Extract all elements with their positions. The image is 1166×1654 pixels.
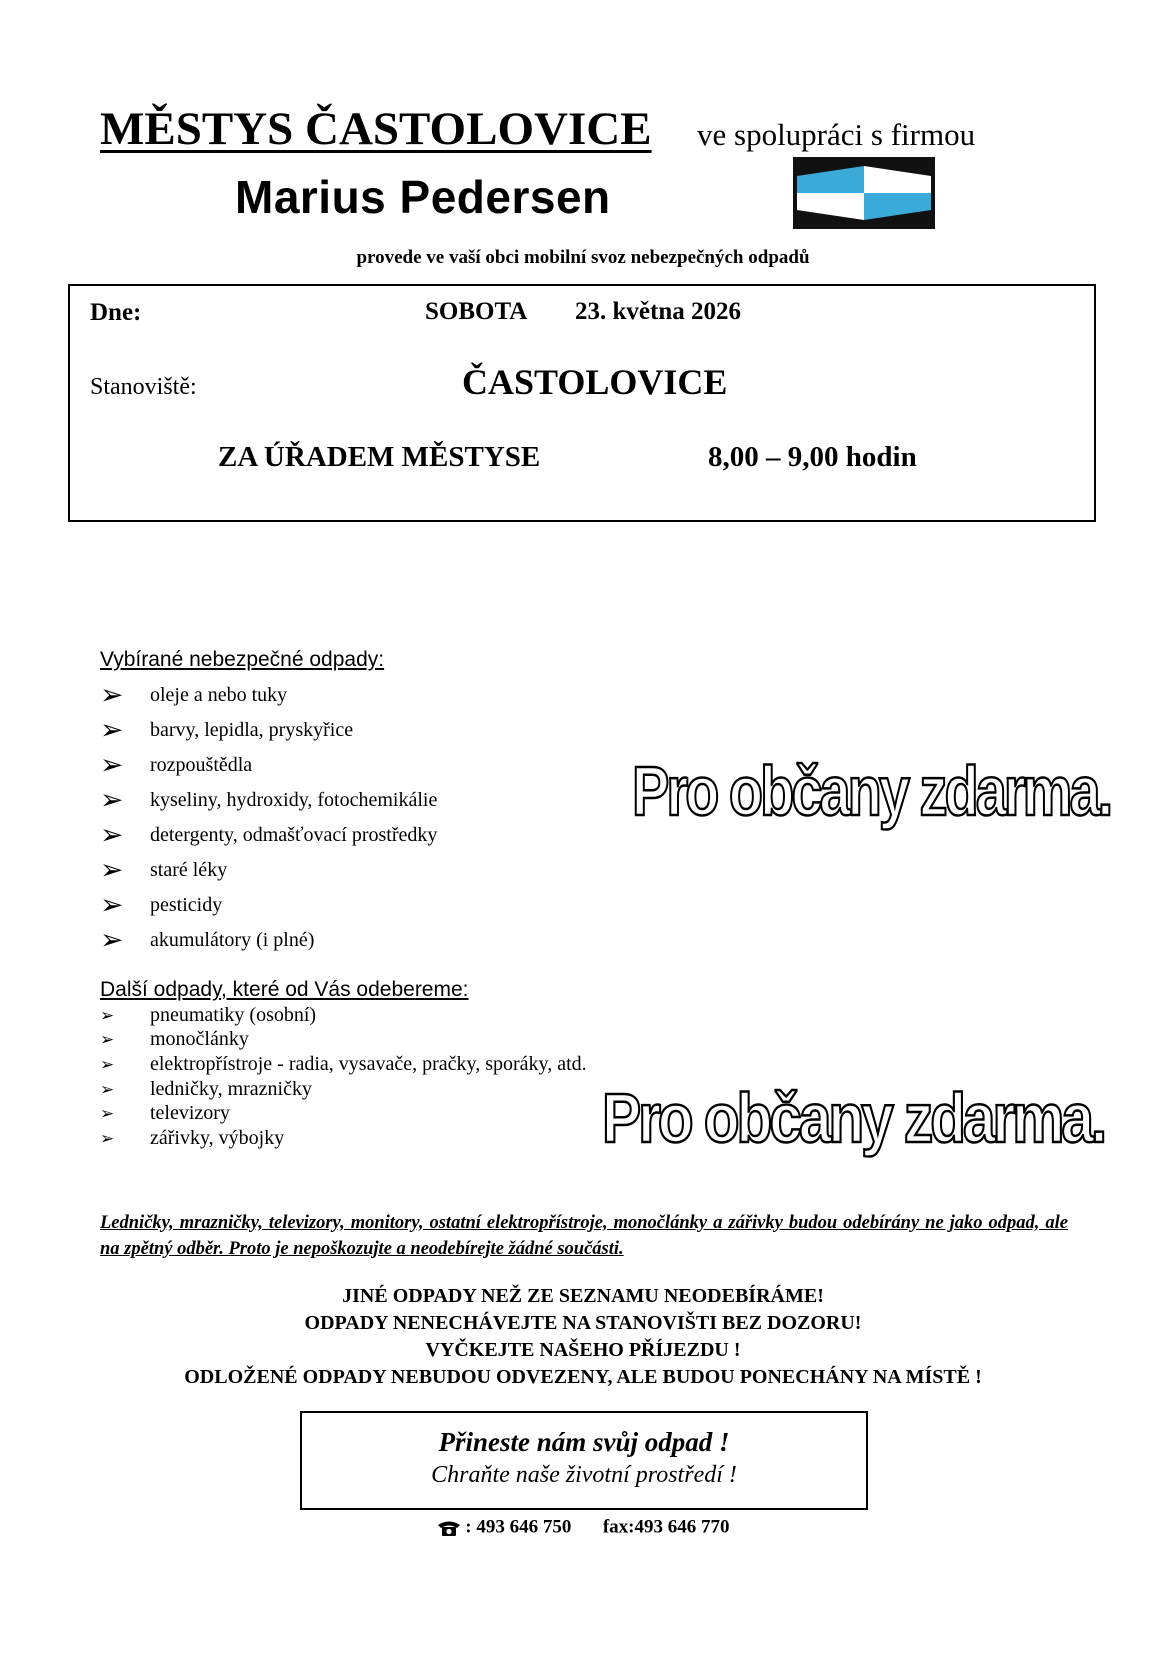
header-town-name: MĚSTYS ČASTOLOVICE [100,103,652,155]
list-item-label: ledničky, mrazničky [150,1077,312,1100]
arrow-bullet-icon: ➢ [100,924,124,956]
location-time: 8,00 – 9,00 hodin [708,441,917,473]
list-item [100,888,437,923]
arrow-bullet-icon: ➢ [100,1079,115,1099]
warnings-block [0,1283,1166,1391]
warning-line: ODPADY NENECHÁVEJTE NA STANOVIŠTI BEZ DOZORU! [304,1312,862,1334]
list-item [100,748,437,783]
phone-icon [437,1517,466,1538]
arrow-bullet-icon: ➢ [100,784,124,816]
list-item [100,713,437,748]
slogan-line-1: Přineste nám svůj odpad ! [438,1427,730,1457]
take-back-notice: Ledničky, mrazničky, televizory, monitory, ostatní elektropřístroje, monočlánky a zářivky budou odebírány ne jako odpad, ale na zpětný odběr. Proto je nepoškozujte a neodebírejte žádné součásti. [100,1213,1068,1259]
warning-line: JINÉ ODPADY NEŽ ZE SEZNAMU NEODEBÍRÁME! [342,1285,824,1307]
free-for-citizens-label: Pro občany zdarma. [632,751,1111,830]
company-logo [793,157,935,229]
list-item-label: kyseliny, hydroxidy, fotochemikálie [150,789,438,811]
list-item [100,1028,587,1053]
list-item [100,923,437,958]
list-item [100,678,437,713]
list-item [100,853,437,888]
slogan-box [300,1411,868,1510]
arrow-bullet-icon: ➢ [100,819,124,851]
free-for-citizens-label: Pro občany zdarma. [602,1078,1105,1157]
list-item-label: elektropřístroje - radia, vysavače, pračky, sporáky, atd. [150,1052,587,1075]
arrow-bullet-icon: ➢ [100,1104,115,1124]
company-name: Marius Pedersen [235,171,611,223]
list-item-label: zářivky, výbojky [150,1126,285,1149]
other-waste-heading: Další odpady, které od Vás odebereme: [100,978,469,1001]
hazardous-waste-heading: Vybírané nebezpečné odpady: [100,648,385,671]
arrow-bullet-icon: ➢ [100,854,124,886]
list-item-label: pesticidy [150,894,223,916]
list-item-label: rozpouštědla [150,754,253,776]
date-value: 23. května 2026 [575,298,741,325]
list-item [100,1003,587,1028]
list-item-label: barvy, lepidla, pryskyřice [150,719,354,741]
list-item [100,1077,587,1102]
arrow-bullet-icon: ➢ [100,1054,115,1074]
warning-line: ODLOŽENÉ ODPADY NEBUDOU ODVEZENY, ALE BUDOU PONECHÁNY NA MÍSTĚ ! [184,1366,982,1388]
arrow-bullet-icon: ➢ [100,679,124,711]
arrow-bullet-icon: ➢ [100,1005,115,1025]
list-item [100,1126,587,1151]
other-waste-list [100,1003,587,1151]
contacts-line [0,1516,1166,1539]
list-item [100,783,437,818]
list-item [100,1052,587,1077]
header-cooperation-text: ve spolupráci s firmou [697,117,976,152]
list-item [100,818,437,853]
arrow-bullet-icon: ➢ [100,749,124,781]
arrow-bullet-icon: ➢ [100,714,124,746]
intro-text: provede ve vaší obci mobilní svoz nebezpečných odpadů [356,247,810,268]
fax-number: fax:493 646 770 [602,1516,730,1538]
list-item-label: televizory [150,1102,230,1125]
arrow-bullet-icon: ➢ [100,889,124,921]
location-place: ZA ÚŘADEM MĚSTYSE [218,441,541,473]
arrow-bullet-icon: ➢ [100,1128,115,1148]
date-label: Dne: [90,299,142,326]
list-item-label: akumulátory (i plné) [150,929,315,951]
location-label: Stanoviště: [90,374,197,400]
list-item-label: staré léky [150,859,228,881]
list-item-label: monočlánky [150,1028,249,1051]
list-item-label: oleje a nebo tuky [150,684,288,706]
date-day: SOBOTA [425,298,528,325]
phone-number: : 493 646 750 [465,1516,572,1538]
location-town: ČASTOLOVICE [462,362,728,402]
arrow-bullet-icon: ➢ [100,1030,115,1050]
slogan-line-2: Chraňte naše životní prostředí ! [431,1462,737,1488]
hazardous-waste-list [100,678,437,958]
list-item [100,1101,587,1126]
list-item-label: pneumatiky (osobní) [150,1003,317,1026]
warning-line: VYČKEJTE NAŠEHO PŘÍJEZDU ! [425,1339,741,1361]
list-item-label: detergenty, odmašťovací prostředky [150,824,438,846]
